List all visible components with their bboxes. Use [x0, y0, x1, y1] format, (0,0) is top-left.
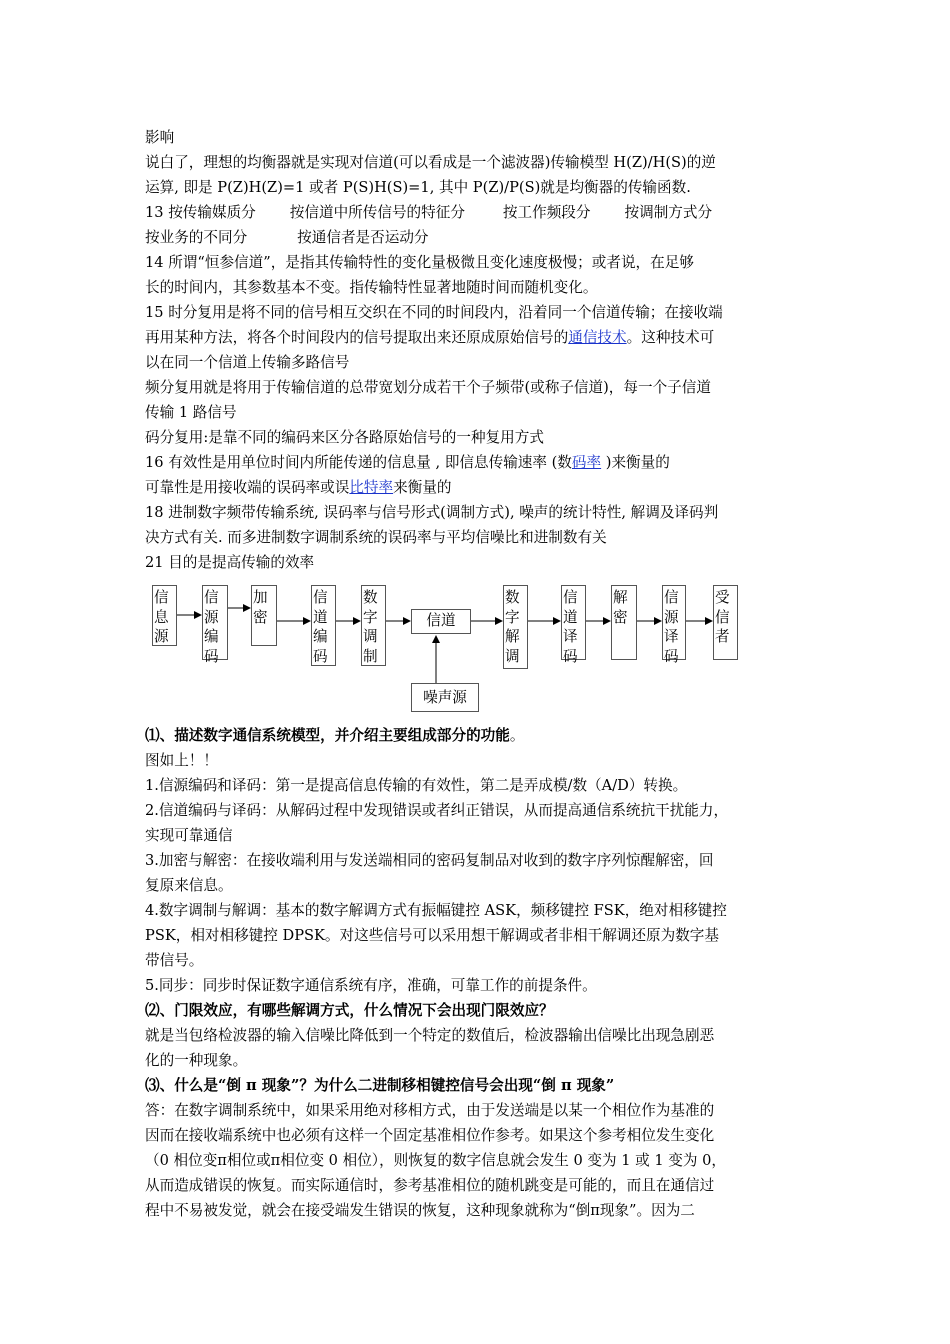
text-line: 运算, 即是 P(Z)H(Z)=1 或者 P(S)H(S)=1, 其中 P(Z)/P(S)就是均衡器的传输函数.	[145, 179, 691, 196]
text-segment: 16 有效性是用单位时间内所能传递的信息量 , 即信息传输速率 (数	[145, 454, 572, 471]
classification-band: 按工作频段分	[502, 204, 591, 221]
text-line: 影响	[145, 129, 175, 146]
question-heading: ⑶、什么是“倒 π 现象”？为什么二进制移相键控信号会出现“倒 π 现象”	[145, 1077, 615, 1094]
block-digital-demodulation: 数字解调	[503, 585, 528, 669]
text-line	[145, 478, 452, 498]
link-symbol-rate[interactable]: 码率	[571, 454, 602, 471]
text-line: 3.加密与解密：在接收端利用与发送端相同的密码复制品对收到的数字序列惊醒解密，回	[145, 852, 714, 869]
block-channel-decoding: 信道译码	[561, 585, 586, 660]
text-line: 就是当包络检波器的输入信噪比降低到一个特定的数值后，检波器输出信噪比出现急剧恶	[145, 1027, 715, 1044]
classification-mobility: 按通信者是否运动分	[297, 229, 429, 246]
text-segment: 。	[509, 727, 525, 744]
text-line: 实现可靠通信	[145, 827, 233, 844]
block-source-encoding: 信源编码	[202, 585, 228, 660]
classification-service: 按业务的不同分	[145, 229, 248, 246]
text-line	[145, 453, 670, 473]
communication-system-diagram	[140, 578, 760, 718]
text-line: 决方式有关. 而多进制数字调制系统的误码率与平均信噪比和进制数有关	[145, 529, 607, 546]
block-noise-source: 噪声源	[411, 683, 479, 712]
block-channel-encoding: 信道编码	[311, 585, 336, 666]
text-line: 1.信源编码和译码：第一是提高信息传输的有效性，第二是弄成模/数（A/D）转换。	[145, 777, 688, 794]
text-line: 频分复用就是将用于传输信道的总带宽划分成若干个子频带(或称子信道)，每一个子信道	[145, 379, 711, 396]
block-encryption: 加密	[251, 585, 277, 646]
text-line: 15 时分复用是将不同的信号相互交织在不同的时间段内，沿着同一个信道传输；在接收端	[145, 304, 723, 321]
classification-signal: 按信道中所传信号的特征分	[289, 204, 465, 221]
text-line: 18 进制数字频带传输系统, 误码率与信号形式(调制方式), 噪声的统计特性, 解调及译码判	[145, 504, 719, 521]
text-line: 化的一种现象。	[145, 1052, 248, 1069]
block-receiver: 受信者	[713, 585, 738, 660]
text-segment: )来衡量的	[601, 454, 670, 471]
text-line: 14 所谓“恒参信道”，是指其传输特性的变化量极微且变化速度极慢；或者说，在足够	[145, 254, 694, 271]
text-line: 说白了，理想的均衡器就是实现对信道(可以看成是一个滤波器)传输模型 H(Z)/H(S)的逆	[145, 154, 716, 171]
text-line	[145, 203, 712, 223]
text-segment: 可靠性是用接收端的误码率或误	[145, 479, 350, 496]
text-segment: 再用某种方法，将各个时间段内的信号提取出来还原成原始信号的	[145, 329, 569, 346]
classification-media: 13 按传输媒质分	[145, 204, 256, 221]
text-line	[145, 328, 714, 348]
text-line: 复原来信息。	[145, 877, 233, 894]
text-segment: 来衡量的	[393, 479, 452, 496]
text-line: 码分复用:是靠不同的编码来区分各路原始信号的一种复用方式	[145, 429, 544, 446]
block-digital-modulation: 数字调制	[361, 585, 386, 666]
text-line: 答：在数字调制系统中，如果采用绝对移相方式，由于发送端是以某一个相位作为基准的	[145, 1102, 715, 1119]
block-information-source: 信息源	[152, 585, 177, 646]
link-bit-rate[interactable]: 比特率	[349, 479, 394, 496]
question-text: ⑴、描述数字通信系统模型，并介绍主要组成部分的功能	[145, 727, 510, 744]
text-line: 5.同步：同步时保证数字通信系统有序，准确，可靠工作的前提条件。	[145, 977, 597, 994]
block-decryption: 解密	[611, 585, 637, 660]
text-line: 因而在接收端系统中也必须有这样一个固定基准相位作参考。如果这个参考相位发生变化	[145, 1127, 715, 1144]
classification-modulation: 按调制方式分	[624, 204, 713, 221]
text-line: PSK，相对相移键控 DPSK。对这些信号可以采用想干解调或者非相干解调还原为数字基	[145, 927, 719, 944]
text-segment: 。这种技术可	[626, 329, 715, 346]
text-line: 4.数字调制与解调：基本的数字解调方式有振幅键控 ASK，频移键控 FSK，绝对相移键控	[145, 902, 727, 919]
text-line: （0 相位变π相位或π相位变 0 相位），则恢复的数字信息就会发生 0 变为 1 或 1 变为 0，	[145, 1152, 726, 1169]
block-channel: 信道	[411, 609, 471, 634]
text-line: 21 目的是提高传输的效率	[145, 554, 315, 571]
text-line: 从而造成错误的恢复。而实际通信时，参考基准相位的随机跳变是可能的，而且在通信过	[145, 1177, 715, 1194]
question-heading: ⑵、门限效应，有哪些解调方式，什么情况下会出现门限效应？	[145, 1002, 554, 1019]
question-heading	[145, 726, 524, 746]
text-line: 程中不易被发觉，就会在接受端发生错误的恢复，这种现象就称为“倒π现象”。因为二	[145, 1202, 695, 1219]
text-line	[145, 228, 429, 248]
text-line: 带信号。	[145, 952, 204, 969]
text-line: 长的时间内，其参数基本不变。指传输特性显著地随时间而随机变化。	[145, 279, 598, 296]
block-source-decoding: 信源译码	[662, 585, 686, 660]
text-line: 传输 1 路信号	[145, 404, 237, 421]
text-line: 以在同一个信道上传输多路信号	[145, 354, 350, 371]
link-communication-tech[interactable]: 通信技术	[568, 329, 627, 346]
text-line: 图如上！！	[145, 752, 218, 769]
text-line: 2.信道编码与译码：从解码过程中发现错误或者纠正错误，从而提高通信系统抗干扰能力，	[145, 802, 729, 819]
